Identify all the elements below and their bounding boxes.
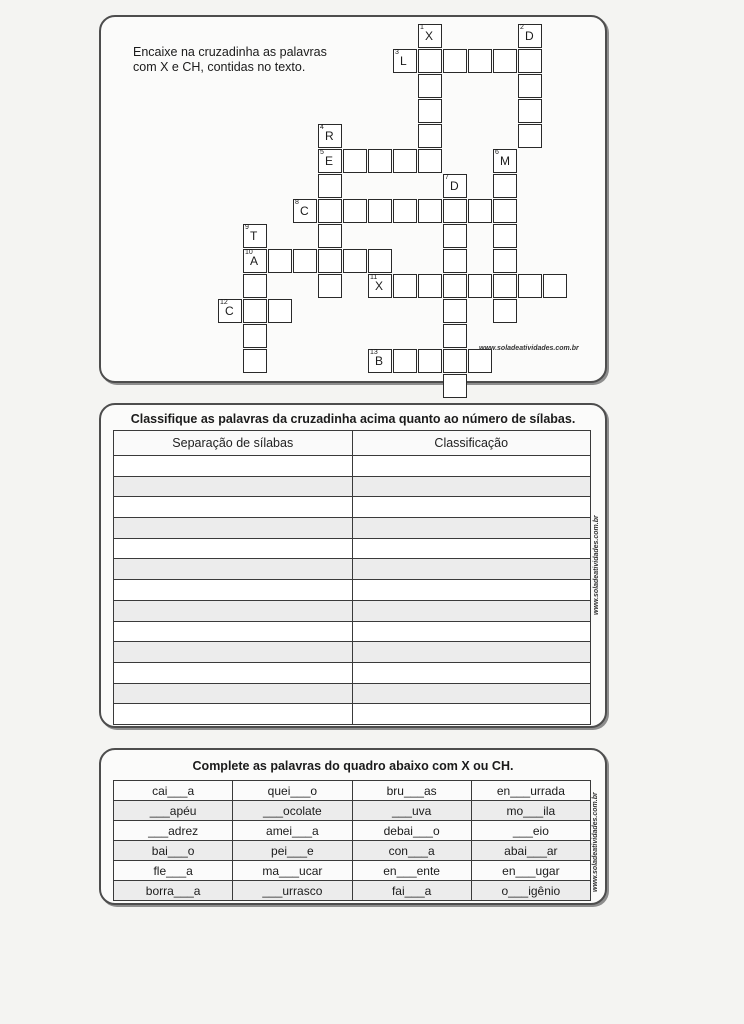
table-row: [114, 621, 591, 642]
crossword-cell[interactable]: [418, 199, 442, 223]
crossword-cell[interactable]: [518, 99, 542, 123]
crossword-cell[interactable]: [343, 149, 367, 173]
table-row: [114, 781, 591, 801]
crossword-cell[interactable]: [418, 124, 442, 148]
start-letter: A: [250, 254, 259, 268]
crossword-cell[interactable]: [468, 349, 492, 373]
crossword-start-cell[interactable]: [368, 349, 392, 373]
clue-number: 5: [320, 149, 324, 156]
word-cell[interactable]: bai___o: [114, 841, 233, 861]
crossword-cell[interactable]: [393, 149, 417, 173]
word-cell[interactable]: en___ugar: [471, 861, 590, 881]
syllable-separation-cell[interactable]: [114, 559, 353, 580]
word-cell[interactable]: o___igênio: [471, 881, 590, 901]
word-cell[interactable]: bru___as: [352, 781, 471, 801]
crossword-cell[interactable]: [418, 149, 442, 173]
classification-cell[interactable]: [352, 704, 591, 725]
crossword-cell[interactable]: [393, 199, 417, 223]
column-header: Classificação: [352, 431, 591, 456]
crossword-cell[interactable]: [518, 124, 542, 148]
word-cell[interactable]: mo___ila: [471, 801, 590, 821]
clue-number: 13: [370, 349, 378, 356]
word-cell[interactable]: ___uva: [352, 801, 471, 821]
crossword-cell[interactable]: [268, 299, 292, 323]
crossword-cell[interactable]: [493, 274, 517, 298]
clue-number: 2: [520, 24, 524, 31]
crossword-cell[interactable]: [443, 249, 467, 273]
crossword-cell[interactable]: [443, 199, 467, 223]
syllable-separation-cell[interactable]: [114, 600, 353, 621]
word-cell[interactable]: ___urrasco: [233, 881, 352, 901]
crossword-cell[interactable]: [443, 274, 467, 298]
crossword-cell[interactable]: [443, 224, 467, 248]
crossword-cell[interactable]: [418, 99, 442, 123]
classification-cell[interactable]: [352, 538, 591, 559]
crossword-cell[interactable]: [418, 274, 442, 298]
table-row: [114, 538, 591, 559]
crossword-cell[interactable]: [318, 249, 342, 273]
table-row: [114, 861, 591, 881]
crossword-cell[interactable]: [543, 274, 567, 298]
word-cell[interactable]: amei___a: [233, 821, 352, 841]
source-url: www.soladeatividades.com.br: [592, 792, 599, 892]
word-cell[interactable]: pei___e: [233, 841, 352, 861]
crossword-cell[interactable]: [443, 349, 467, 373]
crossword-cell[interactable]: [493, 199, 517, 223]
word-cell[interactable]: abai___ar: [471, 841, 590, 861]
start-letter: L: [400, 54, 407, 68]
crossword-cell[interactable]: [493, 249, 517, 273]
crossword-cell[interactable]: [493, 174, 517, 198]
crossword-cell[interactable]: [318, 199, 342, 223]
table-row: [114, 600, 591, 621]
crossword-cell[interactable]: [318, 274, 342, 298]
crossword-cell[interactable]: [493, 49, 517, 73]
complete-words-panel: [99, 748, 607, 905]
crossword-cell[interactable]: [268, 249, 292, 273]
crossword-cell[interactable]: [518, 49, 542, 73]
syllable-separation-cell[interactable]: [114, 621, 353, 642]
table-row: [114, 841, 591, 861]
start-letter: B: [375, 354, 384, 368]
crossword-start-cell[interactable]: [418, 24, 442, 48]
syllable-separation-cell[interactable]: [114, 497, 353, 518]
classification-cell[interactable]: [352, 580, 591, 601]
crossword-cell[interactable]: [443, 49, 467, 73]
word-cell[interactable]: cai___a: [114, 781, 233, 801]
crossword-cell[interactable]: [293, 249, 317, 273]
crossword-cell[interactable]: [243, 349, 267, 373]
start-letter: M: [500, 154, 510, 168]
syllable-separation-cell[interactable]: [114, 476, 353, 497]
crossword-instructions: [133, 45, 353, 75]
table-row: [114, 456, 591, 477]
crossword-start-cell[interactable]: [443, 174, 467, 198]
classification-cell[interactable]: [352, 600, 591, 621]
table-row: [114, 683, 591, 704]
clue-number: 1: [420, 24, 424, 31]
table-row: [114, 704, 591, 725]
clue-number: 7: [445, 174, 449, 181]
crossword-cell[interactable]: [368, 149, 392, 173]
column-header: Separação de sílabas: [114, 431, 353, 456]
crossword-cell[interactable]: [343, 199, 367, 223]
start-letter: C: [225, 304, 234, 318]
classification-cell[interactable]: [352, 683, 591, 704]
crossword-cell[interactable]: [518, 274, 542, 298]
crossword-cell[interactable]: [468, 274, 492, 298]
table-row: [114, 497, 591, 518]
crossword-cell[interactable]: [493, 299, 517, 323]
instruction-line: Encaixe na cruzadinha as palavras: [133, 45, 327, 59]
classification-cell[interactable]: [352, 456, 591, 477]
table-row: [114, 881, 591, 901]
crossword-cell[interactable]: [343, 249, 367, 273]
table-row: [114, 580, 591, 601]
syllables-table: [113, 430, 591, 725]
crossword-start-cell[interactable]: [243, 224, 267, 248]
classification-cell[interactable]: [352, 497, 591, 518]
start-letter: D: [525, 29, 534, 43]
crossword-start-cell[interactable]: [493, 149, 517, 173]
word-cell[interactable]: en___ente: [352, 861, 471, 881]
classification-cell[interactable]: [352, 642, 591, 663]
table-row: [114, 662, 591, 683]
syllable-separation-cell[interactable]: [114, 662, 353, 683]
complete-title: Complete as palavras do quadro abaixo com X ou CH.: [192, 759, 514, 773]
start-letter: T: [250, 229, 258, 243]
word-cell[interactable]: borra___a: [114, 881, 233, 901]
crossword-cell[interactable]: [318, 174, 342, 198]
start-letter: D: [450, 179, 459, 193]
syllable-separation-cell[interactable]: [114, 538, 353, 559]
syllables-panel: [99, 403, 607, 728]
syllable-separation-cell[interactable]: [114, 683, 353, 704]
syllable-separation-cell[interactable]: [114, 580, 353, 601]
clue-number: 3: [395, 49, 399, 56]
crossword-cell[interactable]: [393, 274, 417, 298]
crossword-cell[interactable]: [443, 374, 467, 398]
table-row: [114, 559, 591, 580]
word-cell[interactable]: ___ocolate: [233, 801, 352, 821]
crossword-start-cell[interactable]: [318, 149, 342, 173]
clue-number: 12: [220, 299, 228, 306]
crossword-cell[interactable]: [418, 49, 442, 73]
word-cell[interactable]: debai___o: [352, 821, 471, 841]
syllable-separation-cell[interactable]: [114, 518, 353, 539]
start-letter: X: [375, 279, 384, 293]
classification-cell[interactable]: [352, 518, 591, 539]
crossword-start-cell[interactable]: [368, 274, 392, 298]
crossword-cell[interactable]: [243, 324, 267, 348]
clue-number: 8: [295, 199, 299, 206]
syllable-separation-cell[interactable]: [114, 456, 353, 477]
crossword-start-cell[interactable]: [243, 249, 267, 273]
clue-number: 9: [245, 224, 249, 231]
start-letter: X: [425, 29, 434, 43]
word-cell[interactable]: ___apéu: [114, 801, 233, 821]
table-row: [114, 821, 591, 841]
classification-cell[interactable]: [352, 662, 591, 683]
clue-number: 11: [370, 274, 378, 281]
crossword-cell[interactable]: [518, 74, 542, 98]
clue-number: 4: [320, 124, 324, 131]
instruction-line: com X e CH, contidas no texto.: [133, 60, 306, 74]
crossword-start-cell[interactable]: [518, 24, 542, 48]
crossword-start-cell[interactable]: [393, 49, 417, 73]
source-url: www.soladeatividades.com.br: [593, 515, 600, 615]
table-row: [114, 476, 591, 497]
table-row: [114, 642, 591, 663]
classification-cell[interactable]: [352, 476, 591, 497]
crossword-cell[interactable]: [368, 249, 392, 273]
crossword-cell[interactable]: [468, 49, 492, 73]
table-row: [114, 801, 591, 821]
word-cell[interactable]: quei___o: [233, 781, 352, 801]
word-cell[interactable]: ma___ucar: [233, 861, 352, 881]
crossword-cell[interactable]: [393, 349, 417, 373]
start-letter: E: [325, 154, 334, 168]
crossword-start-cell[interactable]: [218, 299, 242, 323]
crossword-cell[interactable]: [243, 274, 267, 298]
start-letter: R: [325, 129, 334, 143]
word-cell[interactable]: fai___a: [352, 881, 471, 901]
source-url: www.soladeatividades.com.br: [479, 345, 579, 352]
classification-cell[interactable]: [352, 621, 591, 642]
syllables-rows: [114, 456, 591, 725]
words-rows: [114, 781, 591, 901]
crossword-panel: [99, 15, 607, 383]
crossword-cell[interactable]: [418, 349, 442, 373]
crossword-start-cell[interactable]: [318, 124, 342, 148]
crossword-cell[interactable]: [418, 74, 442, 98]
crossword-cell[interactable]: [493, 224, 517, 248]
crossword-cell[interactable]: [443, 324, 467, 348]
crossword-cell[interactable]: [318, 224, 342, 248]
clue-number: 6: [495, 149, 499, 156]
word-cell[interactable]: ___adrez: [114, 821, 233, 841]
syllables-title: Classifique as palavras da cruzadinha acima quanto ao número de sílabas.: [130, 412, 576, 426]
words-table: [113, 780, 591, 901]
crossword-cell[interactable]: [468, 199, 492, 223]
word-cell[interactable]: ___eio: [471, 821, 590, 841]
crossword-cell[interactable]: [443, 299, 467, 323]
syllable-separation-cell[interactable]: [114, 642, 353, 663]
syllable-separation-cell[interactable]: [114, 704, 353, 725]
crossword-cell[interactable]: [368, 199, 392, 223]
table-row: [114, 518, 591, 539]
start-letter: C: [300, 204, 309, 218]
word-cell[interactable]: con___a: [352, 841, 471, 861]
crossword-start-cell[interactable]: [293, 199, 317, 223]
crossword-cell[interactable]: [243, 299, 267, 323]
classification-cell[interactable]: [352, 559, 591, 580]
word-cell[interactable]: fle___a: [114, 861, 233, 881]
word-cell[interactable]: en___urrada: [471, 781, 590, 801]
clue-number: 10: [245, 249, 253, 256]
